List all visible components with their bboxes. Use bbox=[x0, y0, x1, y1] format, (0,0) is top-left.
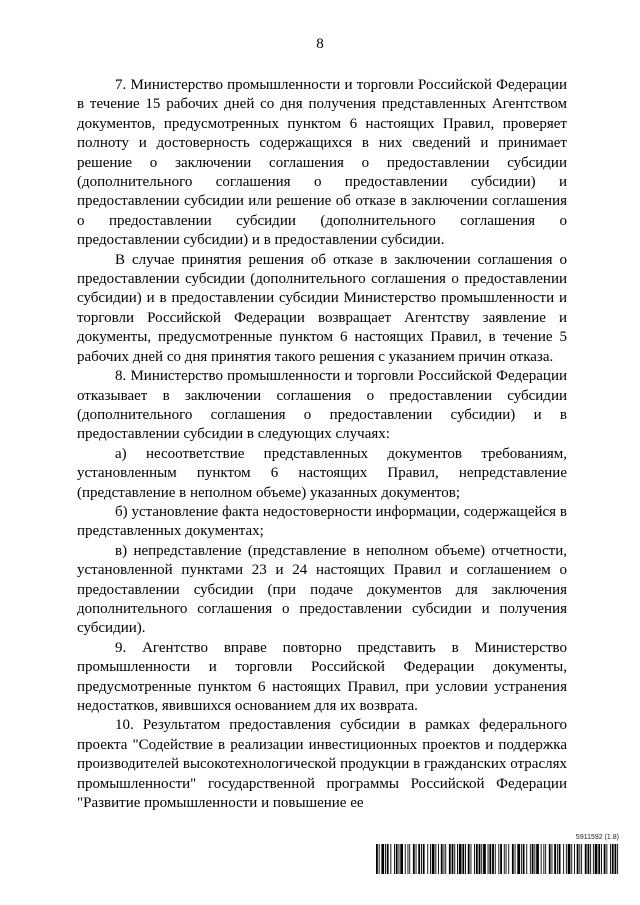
paragraph-8-a: а) несоответствие представленных документов требованиям, установленным пунктом 6 настоящих Правил, непредставление (представление в неполном объеме) указанных документов; bbox=[77, 445, 567, 501]
paragraph-9: 9. Агентство вправе повторно представить в Министерство промышленности и торговли Российской Федерации документы, предусмотренные пунктом 6 настоящих Правил, при условии устранения недостатков, явившихся основанием для их возврата. bbox=[77, 639, 567, 714]
paragraph-refusal-case: В случае принятия решения об отказе в заключении соглашения о предоставлении субсидии (дополнительного соглашения о предоставлении субсидии) и в предоставлении субсидии Министерство промышленности и торговли Российской Федерации возвращает Агентству заявление и документы, предусмотренные пунктом 6 настоящих Правил, в течение 5 рабочих дней со дня принятия такого решения с указанием причин отказа. bbox=[77, 251, 567, 365]
barcode-caption: 5911592 (1.8) bbox=[575, 834, 619, 841]
paragraph-10: 10. Результатом предоставления субсидии в рамках федерального проекта "Содействие в реализации инвестиционных проектов и поддержка производителей высокотехнологической продукции в гражданских отраслях промышленности" государственной программы Российской Федерации "Развитие промышленности и повышение ее bbox=[77, 717, 567, 812]
page-number: 8 bbox=[316, 36, 324, 52]
paragraph-8-b: б) установление факта недостоверности информации, содержащейся в представленных документах; bbox=[77, 503, 567, 540]
paragraph-8: 8. Министерство промышленности и торговли Российской Федерации отказывает в заключении соглашения о предоставлении субсидии (дополнительного соглашения о предоставлении субсидии) и в предоставлении субсидии в следующих случаях: bbox=[77, 368, 567, 443]
paragraph-8-v: в) непредставление (представление в неполном объеме) отчетности, установленной пунктами 23 и 24 настоящих Правил и соглашением о предоставлении субсидии (при подаче документов для заключения дополнительного соглашения о предоставлении субсидии и получения субсидии). bbox=[77, 542, 567, 637]
barcode-icon bbox=[376, 844, 619, 874]
paragraph-7: 7. Министерство промышленности и торговли Российской Федерации в течение 15 рабочих дней со дня получения представленных Агентством документов, предусмотренных пунктом 6 настоящих Правил, проверяет полноту и достоверность содержащихся в них сведений и принимает решение о заключении соглашения о предоставлении субсидии (дополнительного соглашения о предоставлении субсидии) и предоставлении субсидии или решение об отказе в заключении соглашения о предоставлении субсидии (дополнительного соглашения о предоставлении субсидии) и в предоставлении субсидии. bbox=[77, 77, 567, 249]
document-body bbox=[77, 76, 567, 813]
barcode bbox=[376, 834, 619, 876]
